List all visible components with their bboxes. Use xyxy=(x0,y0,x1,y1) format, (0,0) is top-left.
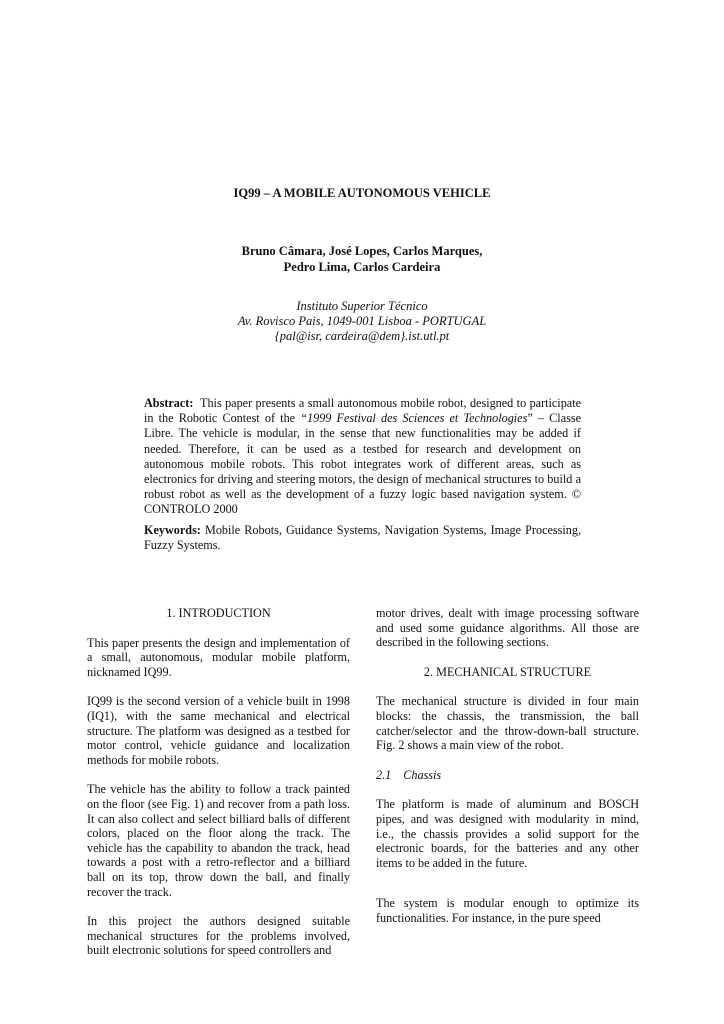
author-line-2: Pedro Lima, Carlos Cardeira xyxy=(283,260,441,274)
abstract-text-1: This paper presents a small autonomous mobile robot, designed to participate in the Robotic Contest of the xyxy=(144,396,581,426)
abstract-festival: “1999 Festival des Sciences et Technologies xyxy=(300,411,528,426)
paragraph: In this project the authors designed suitable mechanical structures for the problems involved, built electronic solutions for speed controllers and xyxy=(87,914,350,958)
keywords-text: Mobile Robots, Guidance Systems, Navigation Systems, Image Processing, Fuzzy Systems. xyxy=(144,523,582,553)
paragraph: The platform is made of aluminum and BOSCH pipes, and was designed with modularity in mind, i.e., the chassis provides a solid support for the electronic boards, for the batteries and any other items to be added in the future. xyxy=(376,797,639,870)
abstract xyxy=(144,396,581,518)
affiliation-email: {pal@isr, cardeira@dem}.ist.utl.pt xyxy=(274,329,450,343)
subsection-title: Chassis xyxy=(403,767,442,782)
left-column xyxy=(87,606,350,973)
paragraph: The system is modular enough to optimize its functionalities. For instance, in the pure speed xyxy=(376,896,639,925)
section-heading-mechanical-structure: 2. MECHANICAL STRUCTURE xyxy=(423,664,592,679)
subsection-heading-chassis xyxy=(376,768,639,783)
author-list xyxy=(0,243,724,275)
paragraph: IQ99 is the second version of a vehicle built in 1998 (IQ1), with the same mechanical and electrical structure. The platform was designed as a testbed for motor control, vehicle guidance and localization methods for mobile robots. xyxy=(87,694,350,767)
section-heading-introduction: 1. INTRODUCTION xyxy=(166,606,271,620)
paper-title: IQ99 – A MOBILE AUTONOMOUS VEHICLE xyxy=(233,186,491,200)
affiliation xyxy=(0,299,724,344)
abstract-text-2: ” – Classe Libre. The vehicle is modular, in the sense that new functionalities may be added if needed. Therefore, it can be used as a testbed for research and development on autonomous mobile robots. This robot integrates work of different areas, such as electronics for driving and steering motors, the design of mechanical structures to build a robust robot as well as the development of a fuzzy logic based navigation system. © CONTROLO 2000 xyxy=(144,411,581,517)
paragraph-continuation: motor drives, dealt with image processing software and used some guidance algorithms. All those are described in the following sections. xyxy=(376,606,639,650)
abstract-label: Abstract: xyxy=(144,396,194,410)
paragraph: The mechanical structure is divided in four main blocks: the chassis, the transmission, the ball catcher/selector and the throw-down-ball structure. Fig. 2 shows a main view of the robot. xyxy=(376,694,639,753)
affiliation-address: Av. Rovisco Pais, 1049-001 Lisboa - PORTUGAL xyxy=(237,314,487,328)
author-line-1: Bruno Câmara, José Lopes, Carlos Marques, xyxy=(241,244,483,258)
affiliation-institute: Instituto Superior Técnico xyxy=(296,299,428,313)
right-column xyxy=(376,606,639,941)
paragraph: This paper presents the design and implementation of a small, autonomous, modular mobile platform, nicknamed IQ99. xyxy=(87,635,350,679)
paragraph: The vehicle has the ability to follow a track painted on the floor (see Fig. 1) and recover from a path loss. It can also collect and select billiard balls of different colors, placed on the floor along the track. The vehicle has the capability to abandon the track, head towards a post with a retro-reflector and a billiard ball on its top, throw down the ball, and finally recover the track. xyxy=(87,782,350,899)
keywords-label: Keywords: xyxy=(144,523,201,537)
subsection-number: 2.1 xyxy=(376,767,392,782)
keywords xyxy=(144,523,581,553)
